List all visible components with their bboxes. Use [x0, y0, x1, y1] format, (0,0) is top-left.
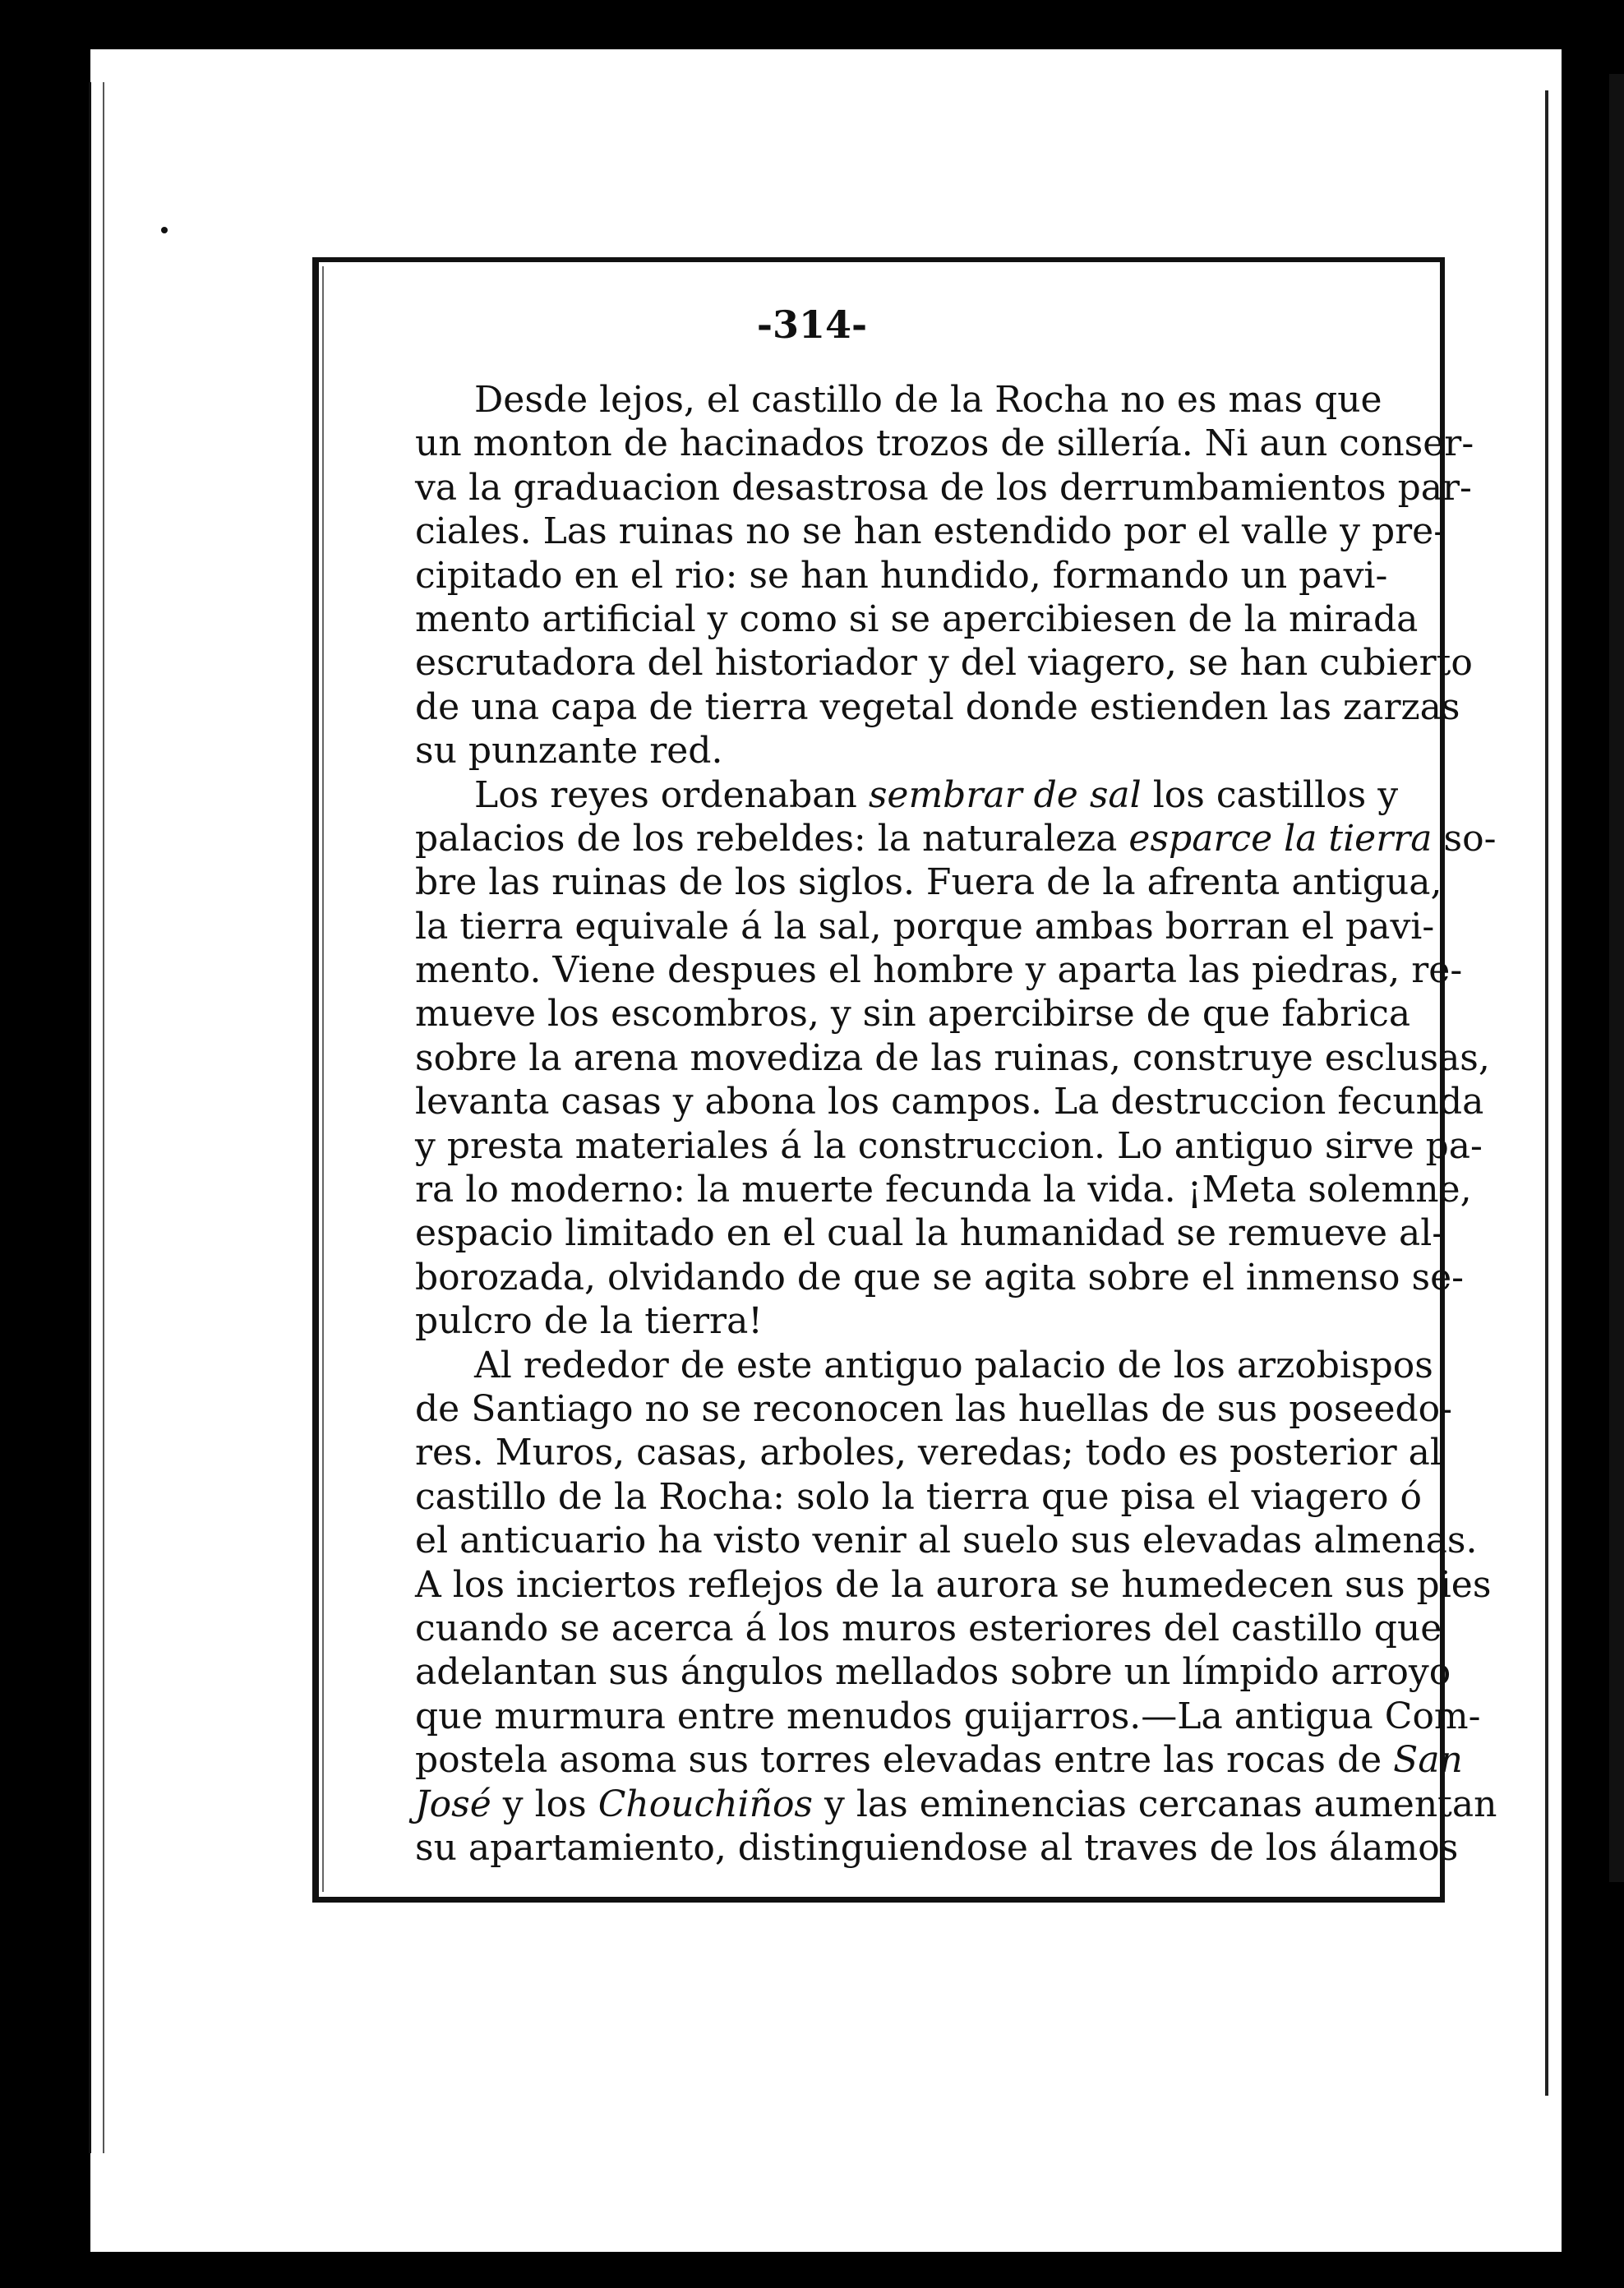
text-line: de Santiago no se reconocen las huellas de sus poseedo- [415, 1387, 1453, 1430]
text-line [415, 1738, 1463, 1782]
text-segment: palacios de los rebeldes: la naturaleza [415, 817, 1129, 860]
text-line: su apartamiento, distinguiendose al traves de los álamos [415, 1826, 1459, 1869]
text-segment: postela asoma sus torres elevadas entre las rocas de [415, 1739, 1394, 1782]
text-line: espacio limitado en el cual la humanidad se remueve al- [415, 1212, 1445, 1255]
italic-text: San [1393, 1739, 1463, 1782]
text-line: Al rededor de este antiguo palacio de los arzobispos [474, 1344, 1433, 1386]
italic-text: Chouchiños [597, 1783, 814, 1825]
text-line: ciales. Las ruinas no se han estendido por el valle y pre- [415, 510, 1446, 553]
text-line: borozada, olvidando de que se agita sobre el inmenso se- [415, 1256, 1464, 1299]
text-line: la tierra equivale á la sal, porque ambas borran el pavi- [415, 905, 1435, 948]
text-line [415, 1783, 1497, 1826]
text-line: mento. Viene despues el hombre y aparta las piedras, re- [415, 949, 1463, 992]
page-edge-line [1545, 90, 1548, 2096]
text-line: A los inciertos reflejos de la aurora se humedecen sus pies [415, 1563, 1492, 1606]
text-line [415, 817, 1497, 860]
text-line: sobre la arena movediza de las ruinas, construye esclusas, [415, 1036, 1490, 1079]
text-line: levanta casas y abona los campos. La destruccion fecunda [415, 1081, 1484, 1123]
italic-text: sembrar de sal [868, 773, 1142, 816]
text-line: va la graduacion desastrosa de los derrumbamientos par- [415, 466, 1472, 509]
text-line: cipitado en el rio: se han hundido, formando un pavi- [415, 554, 1388, 597]
text-line: y presta materiales á la construccion. Lo antiguo sirve pa- [415, 1124, 1483, 1167]
text-line: su punzante red. [415, 730, 723, 773]
text-line: escrutadora del historiador y del viagero, se han cubierto [415, 642, 1473, 685]
text-segment: y los [491, 1783, 598, 1825]
text-line: mueve los escombros, y sin apercibirse de que fabrica [415, 993, 1411, 1036]
text-line: el anticuario ha visto venir al suelo sus elevadas almenas. [415, 1520, 1478, 1562]
page-number: -314- [756, 302, 868, 347]
text-line: castillo de la Rocha: solo la tierra que pisa el viagero ó [415, 1475, 1422, 1518]
text-line [415, 773, 1399, 817]
text-line: res. Muros, casas, arboles, veredas; todo es posterior al [415, 1432, 1442, 1474]
book-spine [89, 82, 104, 2153]
text-line: mento artificial y como si se apercibiesen de la mirada [415, 597, 1419, 640]
text-line: adelantan sus ángulos mellados sobre un límpido arroyo [415, 1651, 1451, 1694]
body-text [415, 378, 1497, 1870]
text-segment: so- [1432, 817, 1497, 860]
text-line: ra lo moderno: la muerte fecunda la vida. ¡Meta solemne, [415, 1169, 1472, 1211]
italic-text: esparce la tierra [1128, 817, 1433, 860]
text-line: pulcro de la tierra! [415, 1300, 763, 1343]
text-line: bre las ruinas de los siglos. Fuera de la afrenta antigua, [415, 861, 1442, 904]
ink-speck [161, 227, 168, 233]
text-line: un monton de hacinados trozos de sillería. Ni aun conser- [415, 422, 1474, 465]
text-segment: Los reyes ordenaban [474, 773, 869, 816]
text-segment: y las eminencias cercanas aumentan [813, 1783, 1497, 1825]
text-line: que murmura entre menudos guijarros.—La antigua Com- [415, 1695, 1481, 1737]
text-segment: los castillos y [1141, 773, 1399, 816]
text-line: Desde lejos, el castillo de la Rocha no es mas que [474, 379, 1382, 421]
italic-text: José [415, 1783, 491, 1825]
text-line: cuando se acerca á los muros esteriores del castillo que [415, 1607, 1442, 1649]
text-line: de una capa de tierra vegetal donde estienden las zarzas [415, 685, 1460, 728]
